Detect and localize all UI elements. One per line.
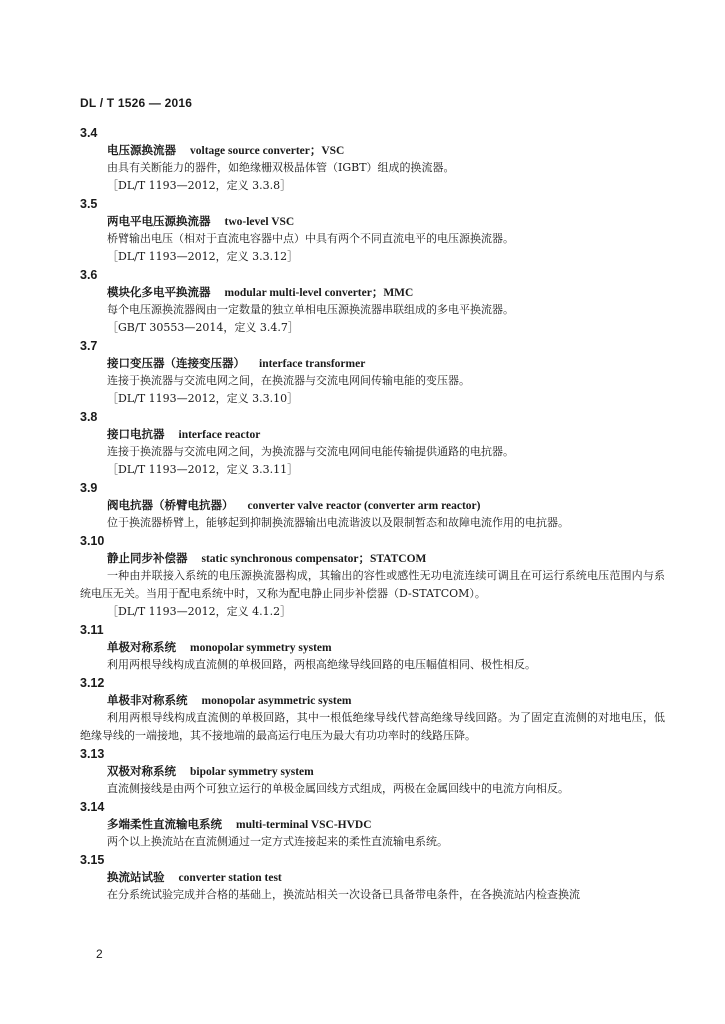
term-entry <box>80 266 665 337</box>
term-chinese: 双极对称系统 <box>107 764 176 778</box>
term-heading <box>80 142 665 159</box>
term-entry <box>80 745 665 798</box>
term-definition: 由具有关断能力的器件，如绝缘栅双极晶体管（IGBT）组成的换流器。 <box>107 161 455 174</box>
term-heading <box>80 692 665 709</box>
term-chinese: 电压源换流器 <box>107 143 176 157</box>
term-entry <box>80 532 665 621</box>
term-definition: 利用两根导线构成直流侧的单极回路，两根高绝缘导线回路的电压幅值相同、极性相反。 <box>107 658 536 671</box>
term-chinese: 两电平电压源换流器 <box>107 214 211 228</box>
term-chinese: 接口变压器（连接变压器） <box>107 356 245 370</box>
term-chinese: 单极对称系统 <box>107 640 176 654</box>
clause-number: 3.5 <box>80 197 98 211</box>
term-chinese: 单极非对称系统 <box>107 693 188 707</box>
term-entry <box>80 408 665 479</box>
term-entry <box>80 851 665 904</box>
term-english: multi-terminal VSC-HVDC <box>236 819 372 831</box>
clause-number: 3.12 <box>80 676 105 690</box>
term-english: converter valve reactor (converter arm reactor) <box>247 500 481 512</box>
term-english: two-level VSC <box>224 216 295 228</box>
term-heading <box>80 284 665 301</box>
term-heading <box>80 497 665 514</box>
term-heading <box>80 639 665 656</box>
term-english: interface reactor <box>178 429 261 441</box>
term-english: modular multi-level converter；MMC <box>224 287 414 299</box>
clause-number: 3.14 <box>80 800 105 814</box>
term-entry <box>80 621 665 674</box>
term-definition: 位于换流器桥臂上，能够起到抑制换流器输出电流谐波以及限制暂态和故障电流作用的电抗器。 <box>107 516 569 529</box>
term-english: static synchronous compensator；STATCOM <box>201 553 427 565</box>
term-chinese: 多端柔性直流输电系统 <box>107 817 222 831</box>
term-source-reference: ［DL/T 1193—2012，定义 3.3.10］ <box>107 392 299 405</box>
clause-number: 3.9 <box>80 481 98 495</box>
term-source-reference: ［DL/T 1193—2012，定义 3.3.11］ <box>107 463 299 476</box>
term-definition: 连接于换流器与交流电网之间，在换流器与交流电网间传输电能的变压器。 <box>107 374 470 387</box>
term-source-reference: ［DL/T 1193—2012，定义 3.3.8］ <box>107 179 292 192</box>
term-chinese: 阀电抗器（桥臂电抗器） <box>107 498 234 512</box>
term-source-reference: ［DL/T 1193—2012，定义 3.3.12］ <box>107 250 299 263</box>
clause-number: 3.8 <box>80 410 98 424</box>
term-heading <box>80 550 665 567</box>
clause-number: 3.15 <box>80 853 105 867</box>
term-definition: 每个电压源换流器阀由一定数量的独立单相电压源换流器串联组成的多电平换流器。 <box>107 303 514 316</box>
term-definition: 直流侧接线是由两个可独立运行的单极金属回线方式组成，两极在金属回线中的电流方向相反。 <box>107 782 569 795</box>
term-chinese: 静止同步补偿器 <box>107 551 188 565</box>
term-heading <box>80 426 665 443</box>
clause-number: 3.11 <box>80 623 104 637</box>
term-english: voltage source converter；VSC <box>190 145 345 157</box>
term-source-reference: ［GB/T 30553—2014，定义 3.4.7］ <box>107 321 299 334</box>
page-number: 2 <box>96 947 103 961</box>
term-entry <box>80 124 665 195</box>
term-definition: 桥臂输出电压（相对于直流电容器中点）中具有两个不同直流电平的电压源换流器。 <box>107 232 514 245</box>
term-entry <box>80 798 665 851</box>
clause-number: 3.7 <box>80 339 98 353</box>
terms-list <box>80 124 665 904</box>
term-heading <box>80 816 665 833</box>
standard-code-header: DL / T 1526 — 2016 <box>80 96 193 110</box>
term-english: converter station test <box>178 872 282 884</box>
term-entry <box>80 337 665 408</box>
term-heading <box>80 355 665 372</box>
term-source-reference: ［DL/T 1193—2012，定义 4.1.2］ <box>107 605 292 618</box>
clause-number: 3.10 <box>80 534 105 548</box>
term-chinese: 接口电抗器 <box>107 427 165 441</box>
term-definition: 连接于换流器与交流电网之间，为换流器与交流电网间电能传输提供通路的电抗器。 <box>107 445 514 458</box>
term-definition: 两个以上换流站在直流侧通过一定方式连接起来的柔性直流输电系统。 <box>107 835 448 848</box>
term-definition: 在分系统试验完成并合格的基础上，换流站相关一次设备已具备带电条件，在各换流站内检查换流 <box>107 888 580 901</box>
term-entry <box>80 674 665 745</box>
term-english: interface transformer <box>259 358 366 370</box>
term-definition: 利用两根导线构成直流侧的单极回路，其中一根低绝缘导线代替高绝缘导线回路。为了固定直流侧的对地电压，低绝缘导线的一端接地，其不接地端的最高运行电压为最大有功功率时的线路压降。 <box>80 711 665 742</box>
term-entry <box>80 195 665 266</box>
clause-number: 3.4 <box>80 126 98 140</box>
clause-number: 3.13 <box>80 747 105 761</box>
term-heading <box>80 213 665 230</box>
term-english: bipolar symmetry system <box>190 766 314 778</box>
term-definition: 一种由并联接入系统的电压源换流器构成，其输出的容性或感性无功电流连续可调且在可运行系统电压范围内与系统电压无关。当用于配电系统中时，又称为配电静止同步补偿器（D-STATCOM）。 <box>80 569 665 600</box>
term-heading <box>80 869 665 886</box>
term-english: monopolar symmetry system <box>190 642 332 654</box>
term-english: monopolar asymmetric system <box>201 695 352 707</box>
term-chinese: 换流站试验 <box>107 870 165 884</box>
term-entry <box>80 479 665 532</box>
term-heading <box>80 763 665 780</box>
term-chinese: 模块化多电平换流器 <box>107 285 211 299</box>
clause-number: 3.6 <box>80 268 98 282</box>
